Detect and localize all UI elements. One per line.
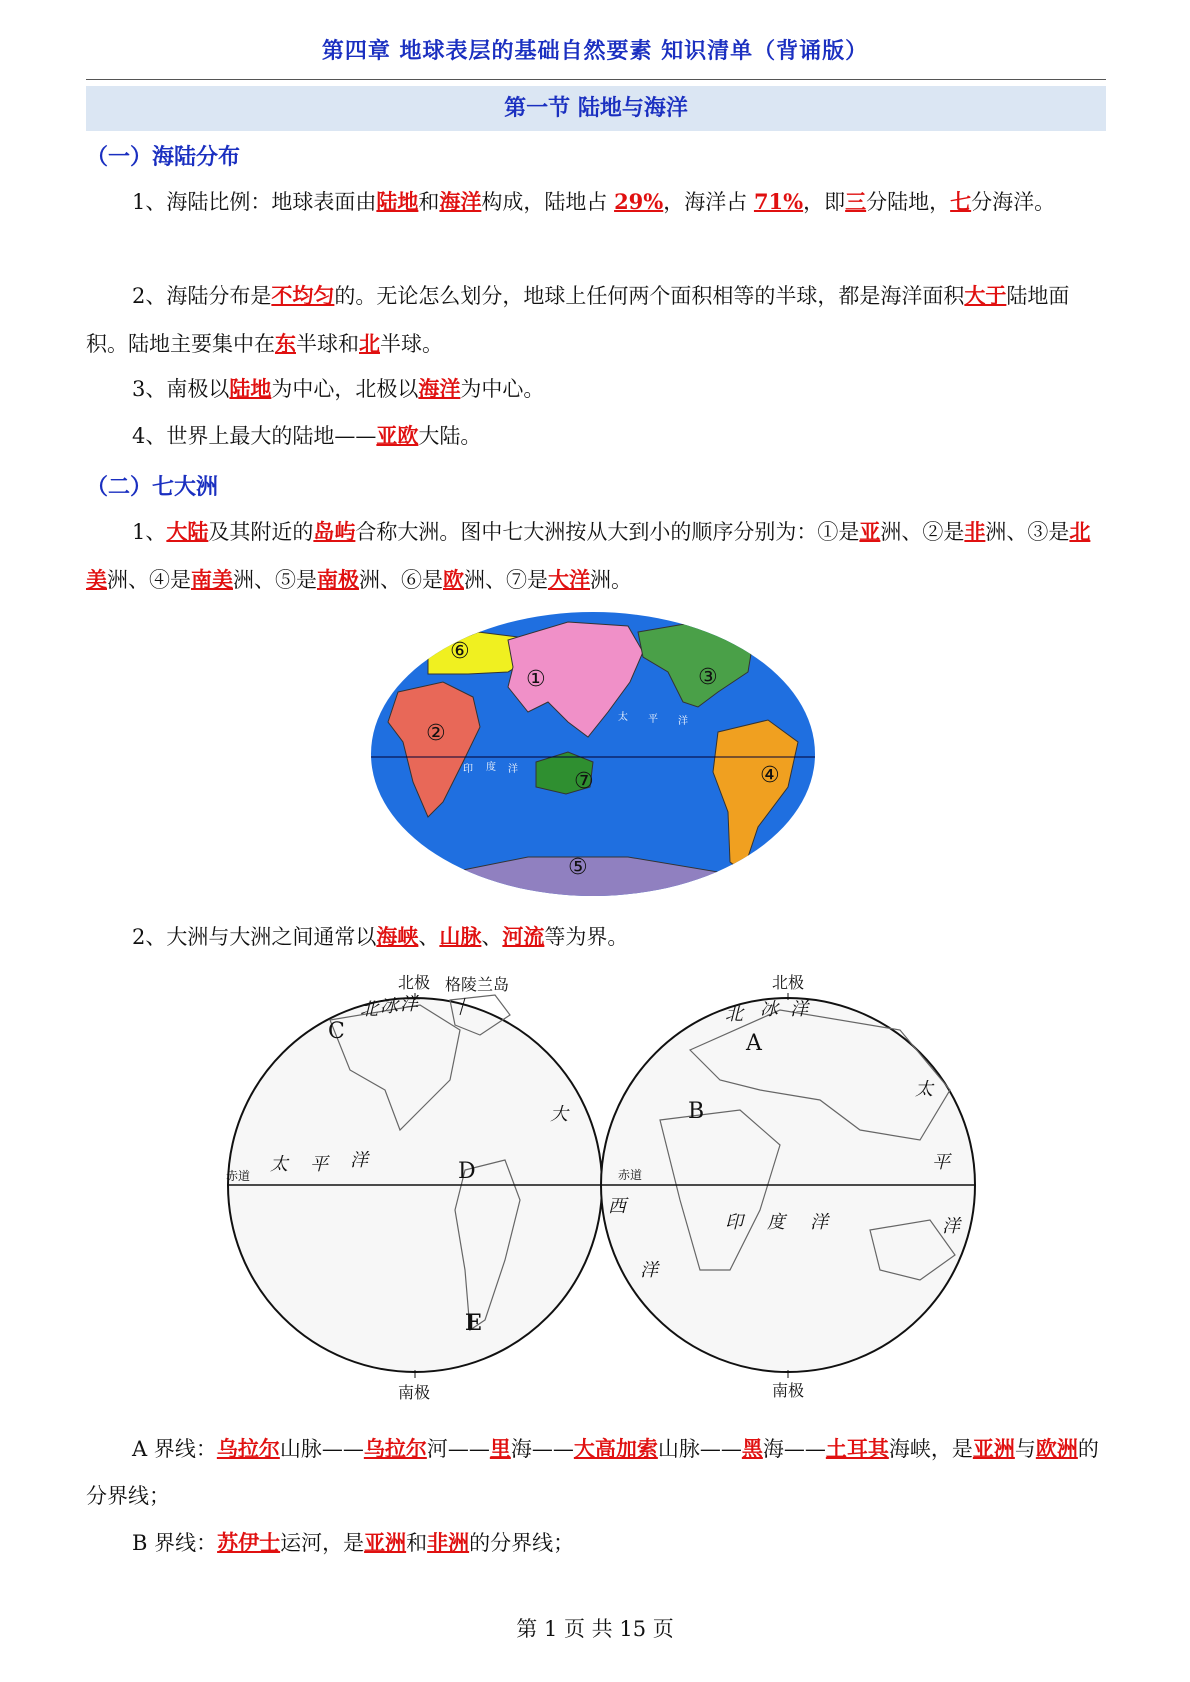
- atlantic-big-label: 大: [550, 1104, 568, 1125]
- equator-label-2: 赤道: [618, 1168, 643, 1182]
- atlantic-label-1: 西: [608, 1196, 626, 1217]
- indian-label-3: 洋: [810, 1212, 828, 1233]
- label-4: ④: [760, 763, 780, 788]
- paragraph-5: 1、大陆及其附近的岛屿合称大洲。图中七大洲按从大到小的顺序分别为：①是亚洲、②是非洲、③是北美洲、④是南美洲、⑤是南极洲、⑥是欧洲、⑦是大洋洲。: [86, 519, 1091, 592]
- arctic-label-1: 北: [360, 999, 378, 1020]
- arctic-label-3: 洋: [400, 994, 418, 1015]
- pacific-right-label-2: 平: [932, 1152, 950, 1173]
- paragraph-4: 4、世界上最大的陆地——亚欧大陆。: [132, 423, 482, 448]
- label-2: ②: [426, 721, 446, 746]
- indian-label-2: 度: [767, 1212, 785, 1233]
- paragraph-2: 2、海陆分布是不均匀的。无论怎么划分，地球上任何两个面积相等的半球，都是海洋面积大于陆地面积。陆地主要集中在东半球和北半球。: [86, 283, 1070, 356]
- arctic-label-5: 冰: [760, 999, 778, 1020]
- ocean-label-indian-1: 印: [463, 764, 473, 775]
- atlantic-label-2: 洋: [640, 1260, 658, 1281]
- point-B: B: [688, 1099, 705, 1124]
- subsection-title-2: （二）七大洲: [86, 474, 219, 500]
- north-pole-label-1: 北极: [398, 973, 431, 992]
- subsection-title-1: （一）海陆分布: [86, 144, 241, 170]
- label-5: ⑤: [568, 855, 588, 880]
- hemispheres-boundary-map: [220, 970, 980, 1410]
- point-E: E: [465, 1310, 482, 1336]
- north-pole-label-2: 北极: [772, 973, 805, 992]
- page-footer: 第 1 页 共 15 页: [516, 1617, 674, 1641]
- paragraph-6: 2、大洲与大洲之间通常以海峡、山脉、河流等为界。: [132, 924, 629, 949]
- point-C: C: [328, 1019, 345, 1044]
- arctic-label-6: 洋: [790, 999, 808, 1020]
- ocean-label-indian-2: 度: [486, 762, 496, 773]
- pacific-label-1: 太: [270, 1154, 288, 1175]
- header-divider: [86, 79, 1106, 80]
- paragraph-1: 1、海陆比例：地球表面由陆地和海洋构成，陆地占 29%，海洋占 71%，即三分陆地，七分海洋。: [132, 189, 1056, 214]
- label-7: ⑦: [574, 769, 594, 794]
- section-title: 第一节 陆地与海洋: [86, 86, 1106, 131]
- label-6: ⑥: [450, 639, 470, 664]
- point-A: A: [746, 1031, 762, 1056]
- point-D: D: [458, 1159, 476, 1184]
- arctic-label-4: 北: [725, 1004, 743, 1025]
- page-header: 第四章 地球表层的基础自然要素 知识清单（背诵版）: [321, 38, 869, 64]
- south-pole-label-1: 南极: [398, 1383, 431, 1402]
- greenland-label: 格陵兰岛: [445, 975, 510, 994]
- continents-world-map: [368, 612, 818, 897]
- arctic-label-2: 冰: [380, 996, 398, 1017]
- paragraph-A-boundary: A 界线：乌拉尔山脉——乌拉尔河——里海——大高加索山脉——黑海——土耳其海峡，是亚洲与欧洲的分界线；: [86, 1436, 1099, 1508]
- south-pole-label-2: 南极: [772, 1381, 805, 1400]
- indian-label-1: 印: [725, 1212, 743, 1233]
- ocean-label-indian-3: 洋: [508, 764, 518, 775]
- ocean-label-pacific-2: 平: [648, 714, 658, 725]
- equator-label-1: 赤道: [226, 1169, 251, 1183]
- paragraph-3: 3、南极以陆地为中心，北极以海洋为中心。: [132, 376, 545, 401]
- pacific-label-2: 平: [310, 1154, 328, 1175]
- pacific-right-label-3: 洋: [942, 1216, 960, 1237]
- pacific-right-label-1: 太: [915, 1079, 933, 1100]
- ocean-label-pacific-3: 洋: [678, 716, 688, 727]
- ocean-label-pacific-1: 太: [618, 712, 628, 723]
- label-3: ③: [698, 665, 718, 690]
- paragraph-B-boundary: B 界线：苏伊士运河，是亚洲和非洲的分界线；: [132, 1530, 575, 1555]
- pacific-label-3: 洋: [350, 1150, 368, 1171]
- label-1: ①: [526, 667, 546, 692]
